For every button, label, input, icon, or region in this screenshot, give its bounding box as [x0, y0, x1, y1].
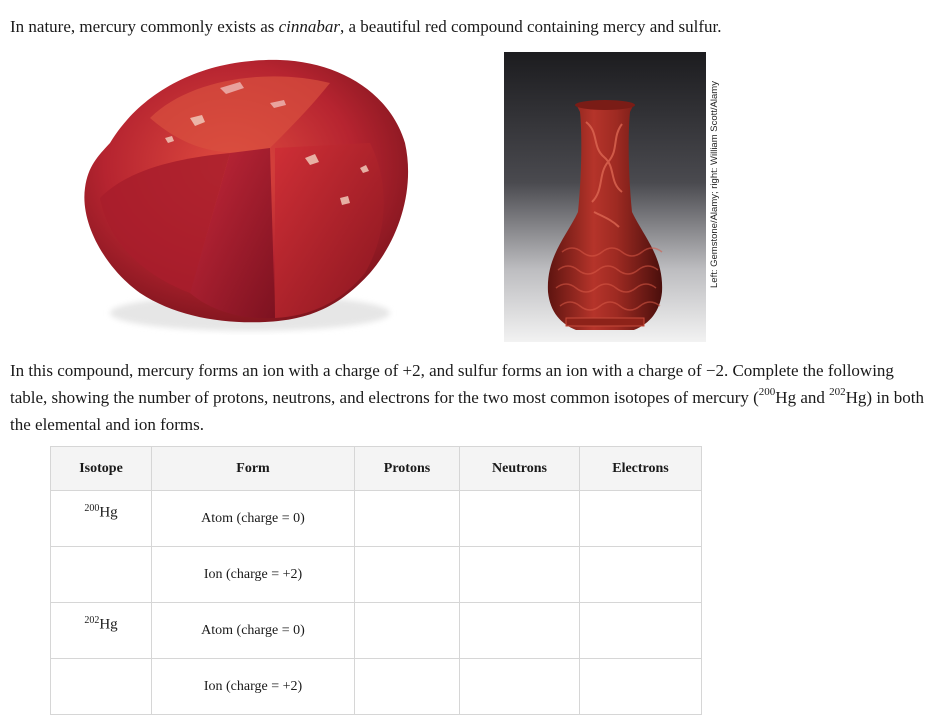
form-cell: Ion (charge = +2): [152, 659, 355, 715]
neutrons-cell[interactable]: [460, 659, 580, 715]
isotope-mass-202: 202: [829, 386, 846, 399]
isotope-cell: [51, 659, 152, 715]
table-row: [51, 603, 702, 659]
isotope-cell: [51, 547, 152, 603]
protons-cell[interactable]: [355, 659, 460, 715]
neutrons-cell[interactable]: [460, 547, 580, 603]
electrons-cell[interactable]: [580, 547, 702, 603]
table-row: [51, 491, 702, 547]
form-cell: Ion (charge = +2): [152, 547, 355, 603]
electrons-cell[interactable]: [580, 659, 702, 715]
isotope-table: [50, 446, 702, 715]
intro-text-italic: cinnabar: [278, 17, 341, 36]
protons-cell[interactable]: [355, 547, 460, 603]
form-cell: Atom (charge = 0): [152, 603, 355, 659]
isotope-symbol: Hg: [99, 504, 118, 521]
form-cell: Atom (charge = 0): [152, 491, 355, 547]
header-protons: Protons: [355, 447, 460, 491]
table-header-row: [51, 447, 702, 491]
isotope-mass: 200: [84, 503, 100, 514]
intro-sentence: [10, 17, 721, 37]
isotope-symbol: Hg: [775, 388, 797, 407]
instructions-paragraph: [10, 357, 930, 438]
isotope-cell: [51, 491, 152, 547]
intro-text-before: In nature, mercury commonly exists as: [10, 17, 279, 36]
neutrons-cell[interactable]: [460, 603, 580, 659]
photo-credit: Left: Gemstone/Alamy; right: William Scott/Alamy: [709, 81, 720, 288]
protons-cell[interactable]: [355, 491, 460, 547]
cinnabar-vase-image: [504, 52, 706, 342]
electrons-cell[interactable]: [580, 491, 702, 547]
isotope-symbol: Hg: [99, 616, 118, 633]
isotope-mass: 202: [84, 615, 100, 626]
isotope-symbol: Hg: [845, 388, 867, 407]
header-isotope: Isotope: [51, 447, 152, 491]
cinnabar-crystal-image: [70, 48, 415, 348]
table-row: [51, 659, 702, 715]
isotope-mass-200: 200: [758, 386, 776, 399]
intro-text-after: , a beautiful red compound containing mercy and sulfur.: [340, 17, 722, 36]
table-row: [51, 547, 702, 603]
protons-cell[interactable]: [355, 603, 460, 659]
header-electrons: Electrons: [580, 447, 702, 491]
electrons-cell[interactable]: [580, 603, 702, 659]
paragraph-text-2: and: [796, 388, 830, 407]
isotope-cell: [51, 603, 152, 659]
header-form: Form: [152, 447, 355, 491]
header-neutrons: Neutrons: [460, 447, 580, 491]
paragraph-text-3: ) in both the elemental and ion forms.: [10, 388, 925, 434]
paragraph-text-1: In this compound, mercury forms an ion with a charge of +2, and sulfur forms an ion with a charge of −2. Complete the following table, showing the number of protons, neutrons, and electrons for the two most common isotopes of mercury (: [10, 361, 894, 407]
neutrons-cell[interactable]: [460, 491, 580, 547]
